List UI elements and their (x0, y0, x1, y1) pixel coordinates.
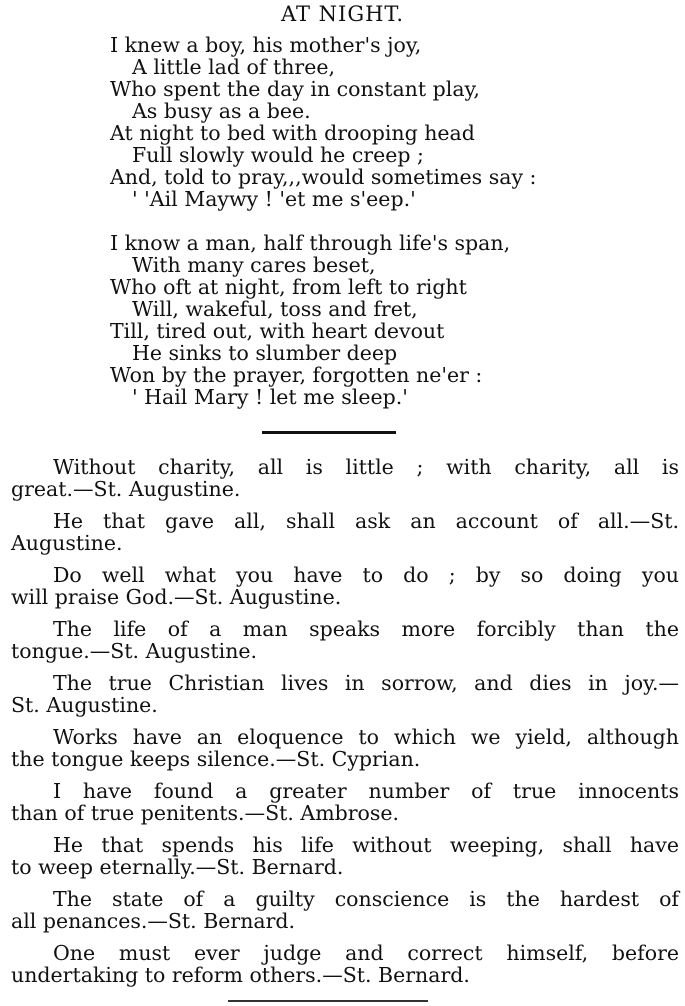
quote-paragraph (11, 780, 679, 824)
quote-rest: the tongue keeps silence.—St. Cyprian. (11, 747, 421, 771)
poem-line: Won by the prayer, forgotten ne'er : (110, 363, 483, 387)
quote-rest: St. Augustine. (11, 693, 158, 717)
quote-paragraph (11, 618, 679, 662)
poem-line: ' 'Ail Maywy ! 'et me s'eep.' (132, 187, 416, 211)
poem-line: With many cares beset, (132, 253, 376, 277)
poem-line: And, told to pray,,,would sometimes say : (110, 165, 537, 189)
quotes-list (11, 456, 679, 996)
quote-paragraph (11, 726, 679, 770)
quote-first-line: Do well what you have to do ; by so doing you (53, 563, 679, 587)
quote-rest: Augustine. (11, 531, 123, 555)
quote-rest: undertaking to reform others.—St. Bernard. (11, 963, 470, 987)
quote-first-line: The state of a guilty conscience is the hardest of (53, 887, 679, 911)
quote-rest: will praise God.—St. Augustine. (11, 585, 342, 609)
poem-line: Till, tired out, with heart devout (110, 319, 445, 343)
poem-line: I knew a boy, his mother's joy, (110, 33, 422, 57)
quote-paragraph (11, 510, 679, 554)
quote-paragraph (11, 456, 679, 500)
quote-paragraph (11, 672, 679, 716)
quote-paragraph (11, 564, 679, 608)
poem-line: He sinks to slumber deep (132, 341, 398, 365)
quote-first-line: Without charity, all is little ; with charity, all is (53, 455, 679, 479)
quote-rest: great.—St. Augustine. (11, 477, 241, 501)
poem-title: AT NIGHT. (280, 2, 405, 26)
quote-paragraph (11, 834, 679, 878)
quote-rest: than of true penitents.—St. Ambrose. (11, 801, 400, 825)
quote-paragraph (11, 942, 679, 986)
quote-first-line: Works have an eloquence to which we yield, although (53, 725, 679, 749)
poem-line: ' Hail Mary ! let me sleep.' (132, 385, 408, 409)
quote-first-line: One must ever judge and correct himself, before (53, 941, 679, 965)
quote-first-line: The life of a man speaks more forcibly than the (53, 617, 679, 641)
poem (110, 34, 670, 408)
quote-rest: to weep eternally.—St. Bernard. (11, 855, 344, 879)
poem-line: I know a man, half through life's span, (110, 231, 511, 255)
quote-first-line: He that spends his life without weeping, shall have (53, 833, 679, 857)
quote-rest: all penances.—St. Bernard. (11, 909, 296, 933)
quote-first-line: I have found a greater number of true innocents (53, 779, 679, 803)
quote-paragraph (11, 888, 679, 932)
poem-line: Will, wakeful, toss and fret, (132, 297, 418, 321)
poem-line: As busy as a bee. (132, 99, 311, 123)
quote-rest: tongue.—St. Augustine. (11, 639, 258, 663)
poem-line: At night to bed with drooping head (110, 121, 475, 145)
poem-line: Who spent the day in constant play, (110, 77, 480, 101)
quote-first-line: He that gave all, shall ask an account of all.—St. (53, 509, 679, 533)
section-divider (262, 431, 396, 434)
poem-line: Who oft at night, from left to right (110, 275, 467, 299)
poem-line: A little lad of three, (132, 55, 335, 79)
stanza-gap (110, 210, 670, 232)
quote-first-line: The true Christian lives in sorrow, and dies in joy.— (53, 671, 679, 695)
poem-line: Full slowly would he creep ; (132, 143, 424, 167)
bottom-divider (228, 1000, 428, 1002)
